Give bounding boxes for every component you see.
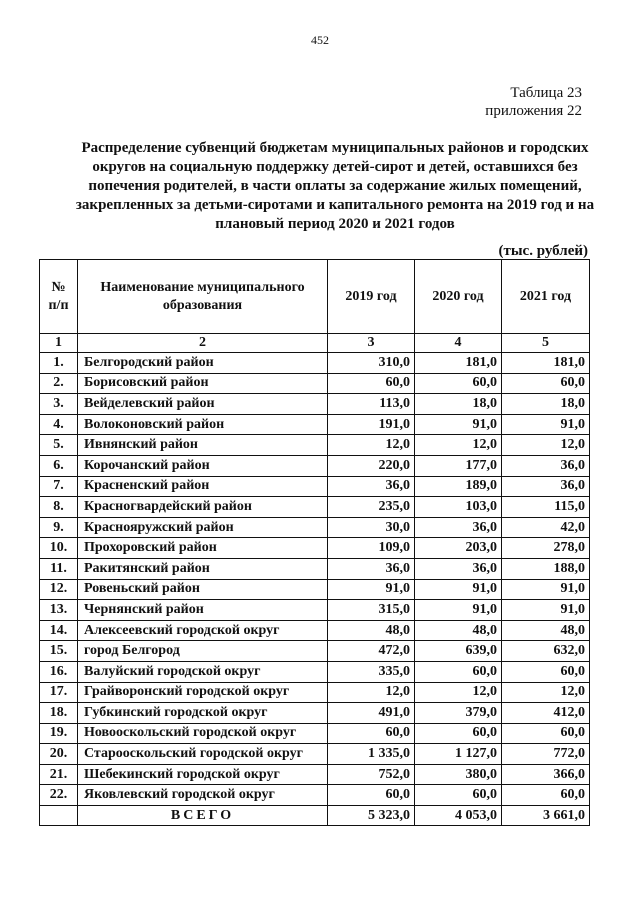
table-row bbox=[40, 641, 590, 662]
row-value-2019: 60,0 bbox=[328, 785, 415, 806]
row-value-2019: 191,0 bbox=[328, 414, 415, 435]
row-name: Вейделевский район bbox=[78, 394, 328, 415]
row-name: Ровеньский район bbox=[78, 579, 328, 600]
row-name: Борисовский район bbox=[78, 373, 328, 394]
row-value-2019: 60,0 bbox=[328, 723, 415, 744]
row-value-2020: 91,0 bbox=[415, 579, 502, 600]
row-name: город Белгород bbox=[78, 641, 328, 662]
header-row bbox=[40, 260, 590, 334]
row-value-2020: 12,0 bbox=[415, 682, 502, 703]
row-number: 19. bbox=[40, 723, 78, 744]
row-value-2020: 91,0 bbox=[415, 414, 502, 435]
column-number-row bbox=[40, 334, 590, 353]
row-value-2020: 18,0 bbox=[415, 394, 502, 415]
row-value-2021: 60,0 bbox=[502, 723, 590, 744]
row-value-2021: 91,0 bbox=[502, 579, 590, 600]
row-value-2020: 48,0 bbox=[415, 620, 502, 641]
row-value-2021: 91,0 bbox=[502, 414, 590, 435]
row-number: 6. bbox=[40, 455, 78, 476]
row-value-2021: 412,0 bbox=[502, 703, 590, 724]
table-row bbox=[40, 620, 590, 641]
row-number: 12. bbox=[40, 579, 78, 600]
table-row bbox=[40, 723, 590, 744]
row-value-2020: 189,0 bbox=[415, 476, 502, 497]
row-value-2020: 60,0 bbox=[415, 723, 502, 744]
table-row bbox=[40, 600, 590, 621]
total-num-cell bbox=[40, 806, 78, 826]
row-value-2021: 115,0 bbox=[502, 497, 590, 518]
row-value-2020: 60,0 bbox=[415, 373, 502, 394]
row-value-2020: 60,0 bbox=[415, 661, 502, 682]
row-value-2019: 36,0 bbox=[328, 476, 415, 497]
total-2020: 4 053,0 bbox=[415, 806, 502, 826]
row-number: 4. bbox=[40, 414, 78, 435]
table-row bbox=[40, 373, 590, 394]
row-value-2019: 48,0 bbox=[328, 620, 415, 641]
row-name: Ракитянский район bbox=[78, 558, 328, 579]
row-value-2021: 60,0 bbox=[502, 661, 590, 682]
row-value-2021: 60,0 bbox=[502, 785, 590, 806]
row-number: 20. bbox=[40, 744, 78, 765]
row-value-2020: 103,0 bbox=[415, 497, 502, 518]
page-number: 452 bbox=[311, 33, 329, 47]
row-value-2021: 188,0 bbox=[502, 558, 590, 579]
row-number: 1. bbox=[40, 353, 78, 374]
row-number: 21. bbox=[40, 764, 78, 785]
row-number: 10. bbox=[40, 538, 78, 559]
row-name: Старооскольский городской округ bbox=[78, 744, 328, 765]
header-num: № п/п bbox=[40, 260, 78, 334]
table-ref-line2: приложения 22 bbox=[485, 103, 582, 119]
row-name: Новооскольский городской округ bbox=[78, 723, 328, 744]
row-number: 13. bbox=[40, 600, 78, 621]
column-number: 3 bbox=[328, 334, 415, 353]
row-value-2020: 181,0 bbox=[415, 353, 502, 374]
row-value-2020: 60,0 bbox=[415, 785, 502, 806]
row-number: 3. bbox=[40, 394, 78, 415]
row-value-2019: 36,0 bbox=[328, 558, 415, 579]
row-value-2019: 335,0 bbox=[328, 661, 415, 682]
column-number: 1 bbox=[40, 334, 78, 353]
row-value-2019: 752,0 bbox=[328, 764, 415, 785]
row-value-2019: 60,0 bbox=[328, 373, 415, 394]
row-value-2021: 48,0 bbox=[502, 620, 590, 641]
row-number: 9. bbox=[40, 517, 78, 538]
column-number: 2 bbox=[78, 334, 328, 353]
table-row bbox=[40, 476, 590, 497]
row-value-2021: 36,0 bbox=[502, 455, 590, 476]
row-value-2019: 235,0 bbox=[328, 497, 415, 518]
table-row bbox=[40, 538, 590, 559]
row-number: 15. bbox=[40, 641, 78, 662]
row-value-2019: 30,0 bbox=[328, 517, 415, 538]
table-row bbox=[40, 435, 590, 456]
row-number: 5. bbox=[40, 435, 78, 456]
row-value-2021: 36,0 bbox=[502, 476, 590, 497]
row-name: Красненский район bbox=[78, 476, 328, 497]
row-value-2021: 60,0 bbox=[502, 373, 590, 394]
header-2021: 2021 год bbox=[502, 260, 590, 334]
table-row bbox=[40, 497, 590, 518]
row-value-2021: 632,0 bbox=[502, 641, 590, 662]
row-number: 8. bbox=[40, 497, 78, 518]
table-row bbox=[40, 703, 590, 724]
row-name: Шебекинский городской округ bbox=[78, 764, 328, 785]
row-name: Грайворонский городской округ bbox=[78, 682, 328, 703]
total-2019: 5 323,0 bbox=[328, 806, 415, 826]
total-row bbox=[40, 806, 590, 826]
table-row bbox=[40, 517, 590, 538]
row-value-2020: 379,0 bbox=[415, 703, 502, 724]
row-number: 16. bbox=[40, 661, 78, 682]
units-label: (тыс. рублей) bbox=[498, 243, 588, 259]
table-row bbox=[40, 558, 590, 579]
table-row bbox=[40, 394, 590, 415]
table-row bbox=[40, 661, 590, 682]
row-value-2021: 181,0 bbox=[502, 353, 590, 374]
column-number: 5 bbox=[502, 334, 590, 353]
row-value-2020: 12,0 bbox=[415, 435, 502, 456]
row-value-2020: 36,0 bbox=[415, 517, 502, 538]
header-name: Наименование муниципального образования bbox=[78, 260, 328, 334]
row-value-2020: 36,0 bbox=[415, 558, 502, 579]
row-value-2020: 91,0 bbox=[415, 600, 502, 621]
table-reference bbox=[485, 84, 582, 120]
row-value-2019: 1 335,0 bbox=[328, 744, 415, 765]
row-number: 2. bbox=[40, 373, 78, 394]
row-value-2019: 12,0 bbox=[328, 682, 415, 703]
row-value-2021: 278,0 bbox=[502, 538, 590, 559]
row-name: Волоконовский район bbox=[78, 414, 328, 435]
row-number: 22. bbox=[40, 785, 78, 806]
row-name: Белгородский район bbox=[78, 353, 328, 374]
row-value-2019: 491,0 bbox=[328, 703, 415, 724]
document-title: Распределение субвенций бюджетам муниципальных районов и городских округов на социальную поддержку детей-сирот и детей, оставшихся без попечения родителей, в части оплаты за содержание жилых помещений, закрепленных за детьми-сиротами и капитального ремонта на 2019 год и на плановый период 2020 и 2021 годов bbox=[75, 140, 595, 232]
row-number: 17. bbox=[40, 682, 78, 703]
row-name: Чернянский район bbox=[78, 600, 328, 621]
row-value-2019: 220,0 bbox=[328, 455, 415, 476]
subvention-table bbox=[39, 259, 590, 826]
row-value-2021: 18,0 bbox=[502, 394, 590, 415]
row-value-2019: 109,0 bbox=[328, 538, 415, 559]
row-value-2021: 91,0 bbox=[502, 600, 590, 621]
row-name: Валуйский городской округ bbox=[78, 661, 328, 682]
table-ref-line1: Таблица 23 bbox=[510, 85, 582, 101]
total-label: ВСЕГО bbox=[78, 806, 328, 826]
row-value-2021: 12,0 bbox=[502, 682, 590, 703]
row-value-2021: 42,0 bbox=[502, 517, 590, 538]
row-value-2020: 1 127,0 bbox=[415, 744, 502, 765]
row-value-2021: 366,0 bbox=[502, 764, 590, 785]
row-number: 11. bbox=[40, 558, 78, 579]
row-name: Краснояружский район bbox=[78, 517, 328, 538]
row-name: Красногвардейский район bbox=[78, 497, 328, 518]
row-name: Прохоровский район bbox=[78, 538, 328, 559]
row-name: Губкинский городской округ bbox=[78, 703, 328, 724]
table-row bbox=[40, 682, 590, 703]
table-body bbox=[40, 353, 590, 806]
row-value-2019: 12,0 bbox=[328, 435, 415, 456]
table-row bbox=[40, 744, 590, 765]
table-row bbox=[40, 764, 590, 785]
column-number: 4 bbox=[415, 334, 502, 353]
row-value-2020: 203,0 bbox=[415, 538, 502, 559]
row-value-2019: 472,0 bbox=[328, 641, 415, 662]
row-number: 7. bbox=[40, 476, 78, 497]
row-value-2020: 380,0 bbox=[415, 764, 502, 785]
header-2019: 2019 год bbox=[328, 260, 415, 334]
row-number: 14. bbox=[40, 620, 78, 641]
row-name: Яковлевский городской округ bbox=[78, 785, 328, 806]
total-2021: 3 661,0 bbox=[502, 806, 590, 826]
table-row bbox=[40, 414, 590, 435]
row-value-2021: 772,0 bbox=[502, 744, 590, 765]
row-value-2019: 310,0 bbox=[328, 353, 415, 374]
table-row bbox=[40, 785, 590, 806]
header-2020: 2020 год bbox=[415, 260, 502, 334]
row-name: Алексеевский городской округ bbox=[78, 620, 328, 641]
row-number: 18. bbox=[40, 703, 78, 724]
row-value-2019: 91,0 bbox=[328, 579, 415, 600]
row-value-2021: 12,0 bbox=[502, 435, 590, 456]
row-value-2020: 639,0 bbox=[415, 641, 502, 662]
row-value-2019: 113,0 bbox=[328, 394, 415, 415]
table-row bbox=[40, 455, 590, 476]
table-row bbox=[40, 353, 590, 374]
row-name: Ивнянский район bbox=[78, 435, 328, 456]
row-value-2020: 177,0 bbox=[415, 455, 502, 476]
table-row bbox=[40, 579, 590, 600]
row-name: Корочанский район bbox=[78, 455, 328, 476]
row-value-2019: 315,0 bbox=[328, 600, 415, 621]
